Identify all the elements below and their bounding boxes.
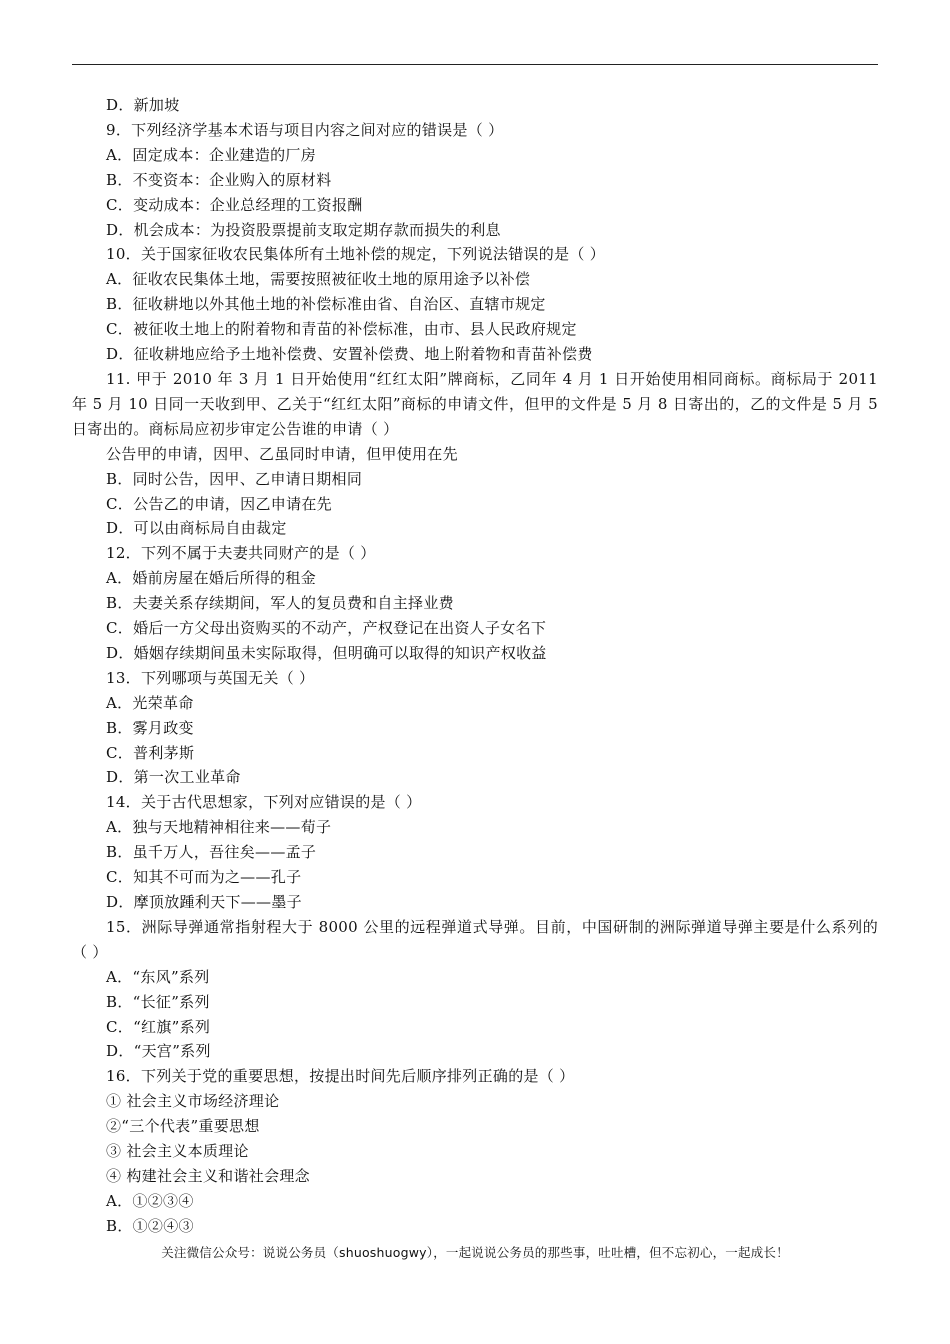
item-16-2: ②“三个代表”重要思想 (106, 1117, 260, 1136)
option-9b: B．不变资本：企业购入的原材料 (106, 170, 332, 189)
option-15d: D．“天宫”系列 (106, 1042, 211, 1061)
option-12a: A．婚前房屋在婚后所得的租金 (106, 569, 317, 588)
option-12d: D．婚姻存续期间虽未实际取得，但明确可以取得的知识产权收益 (106, 643, 547, 662)
question-9: 9．下列经济学基本术语与项目内容之间对应的错误是（ ） (106, 120, 504, 139)
option-10b: B．征收耕地以外其他土地的补偿标准由省、自治区、直辖市规定 (106, 295, 546, 314)
question-10: 10．关于国家征收农民集体所有土地补偿的规定，下列说法错误的是（ ） (106, 245, 606, 264)
option-11b: B．同时公告，因甲、乙申请日期相同 (106, 469, 363, 488)
option-15a: A．“东风”系列 (106, 967, 210, 986)
question-12: 12．下列不属于夫妻共同财产的是（ ） (106, 544, 376, 563)
option-11a: 公告甲的申请，因甲、乙虽同时申请，但甲使用在先 (106, 444, 458, 463)
option-9a: A．固定成本：企业建造的厂房 (106, 145, 317, 164)
item-16-3: ③ 社会主义本质理论 (106, 1142, 249, 1161)
option-15b: B．“长征”系列 (106, 992, 210, 1011)
option-15c: C．“红旗”系列 (106, 1017, 211, 1036)
question-16: 16．下列关于党的重要思想，按提出时间先后顺序排列正确的是（ ） (106, 1067, 575, 1086)
option-9c: C．变动成本：企业总经理的工资报酬 (106, 195, 363, 214)
option-14b: B．虽千万人，吾往矣——孟子 (106, 843, 317, 862)
page-footer: 关注微信公众号：说说公务员（shuoshuogwy），一起说说公务员的那些事，吐吐槽，但不忘初心，一起成长！ (161, 1245, 789, 1260)
option-9d: D．机会成本：为投资股票提前支取定期存款而损失的利息 (106, 220, 501, 239)
option-11c: C．公告乙的申请，因乙申请在先 (106, 494, 332, 513)
option-16b: B．①②④③ (106, 1216, 194, 1235)
question-14: 14．关于古代思想家，下列对应错误的是（ ） (106, 793, 422, 812)
document-body (72, 93, 878, 1239)
item-16-4: ④ 构建社会主义和谐社会理念 (106, 1166, 310, 1185)
question-13: 13．下列哪项与英国无关（ ） (106, 668, 315, 687)
question-15: 15．洲际导弹通常指射程大于 8000 公里的远程弹道式导弹。目前，中国研制的洲际弹道导弹主要是什么系列的（ ） (72, 917, 878, 961)
question-11: 11. 甲于 2010 年 3 月 1 日开始使用“红红太阳”牌商标，乙同年 4 月 1 日开始使用相同商标。商标局于 2011 年 5 月 10 日同一天收到甲、乙关于“红红太阳”商标的申请文件，但甲的文件是 5 月 8 日寄出的，乙的文件是 5 月 5 日寄出的。商标局应初步审定公告谁的申请（ ） (72, 369, 878, 438)
option-10c: C．被征收土地上的附着物和青苗的补偿标准，由市、县人民政府规定 (106, 320, 577, 339)
option-10a: A．征收农民集体土地，需要按照被征收土地的原用途予以补偿 (106, 270, 531, 289)
option-14d: D．摩顶放踵利天下——墨子 (106, 893, 302, 911)
option-8d: D．新加坡 (106, 96, 180, 114)
option-14c: C．知其不可而为之——孔子 (106, 868, 302, 887)
option-16a: A．①②③④ (106, 1191, 194, 1210)
option-13d: D．第一次工业革命 (106, 768, 241, 787)
option-12b: B．夫妻关系存续期间，军人的复员费和自主择业费 (106, 594, 454, 613)
option-13a: A．光荣革命 (106, 693, 194, 712)
option-13c: C．普利茅斯 (106, 743, 195, 762)
option-11d: D．可以由商标局自由裁定 (106, 519, 287, 538)
option-12c: C．婚后一方父母出资购买的不动产，产权登记在出资人子女名下 (106, 619, 547, 638)
header-rule (72, 64, 878, 65)
option-14a: A．独与天地精神相往来——荀子 (106, 818, 332, 837)
item-16-1: ① 社会主义市场经济理论 (106, 1092, 280, 1111)
option-13b: B．雾月政变 (106, 718, 194, 737)
option-10d: D．征收耕地应给予土地补偿费、安置补偿费、地上附着物和青苗补偿费 (106, 345, 593, 364)
